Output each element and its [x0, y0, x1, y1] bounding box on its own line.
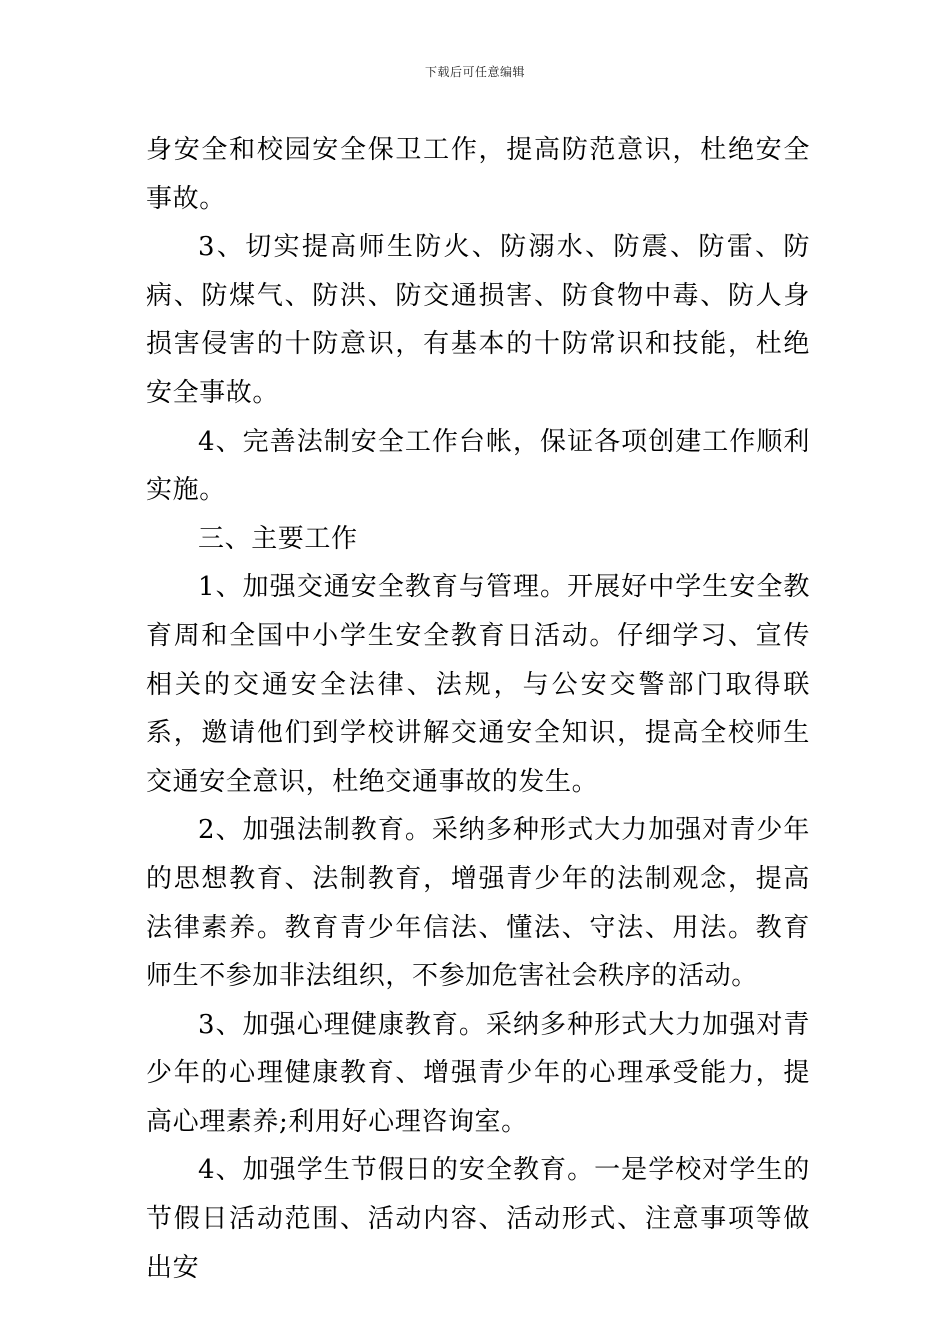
paragraph-mental-health: 3、加强心理健康教育。采纳多种形式大力加强对青少年的心理健康教育、增强青少年的心理承受能力，提高心理素养;利用好心理咨询室。	[146, 1009, 810, 1137]
paragraph-item-3-fire-prevention: 3、切实提高师生防火、防溺水、防震、防雷、防病、防煤气、防洪、防交通损害、防食物中毒、防人身损害侵害的十防意识，有基本的十防常识和技能，杜绝安全事故。	[146, 232, 810, 408]
paragraph-continuation: 身安全和校园安全保卫工作，提高防范意识，杜绝安全事故。	[146, 135, 810, 214]
document-body	[146, 126, 810, 1292]
paragraph-traffic-safety: 1、加强交通安全教育与管理。开展好中学生安全教育周和全国中小学生安全教育日活动。仔细学习、宣传相关的交通安全法律、法规，与公安交警部门取得联系，邀请他们到学校讲解交通安全知识，提高全校师生交通安全意识，杜绝交通事故的发生。	[146, 572, 810, 797]
page-header: 下载后可任意编辑	[424, 65, 525, 79]
paragraph-item-4-legal-ledger: 4、完善法制安全工作台帐，保证各项创建工作顺利实施。	[146, 426, 810, 506]
paragraph-holiday-safety: 4、加强学生节假日的安全教育。一是学校对学生的节假日活动范围、活动内容、活动形式、注意事项等做出安	[146, 1155, 810, 1283]
paragraph-legal-education: 2、加强法制教育。采纳多种形式大力加强对青少年的思想教育、法制教育，增强青少年的法制观念，提高法律素养。教育青少年信法、懂法、守法、用法。教育师生不参加非法组织，不参加危害社会秩序的活动。	[146, 815, 810, 992]
section-heading-main-work: 三、主要工作	[198, 523, 358, 554]
